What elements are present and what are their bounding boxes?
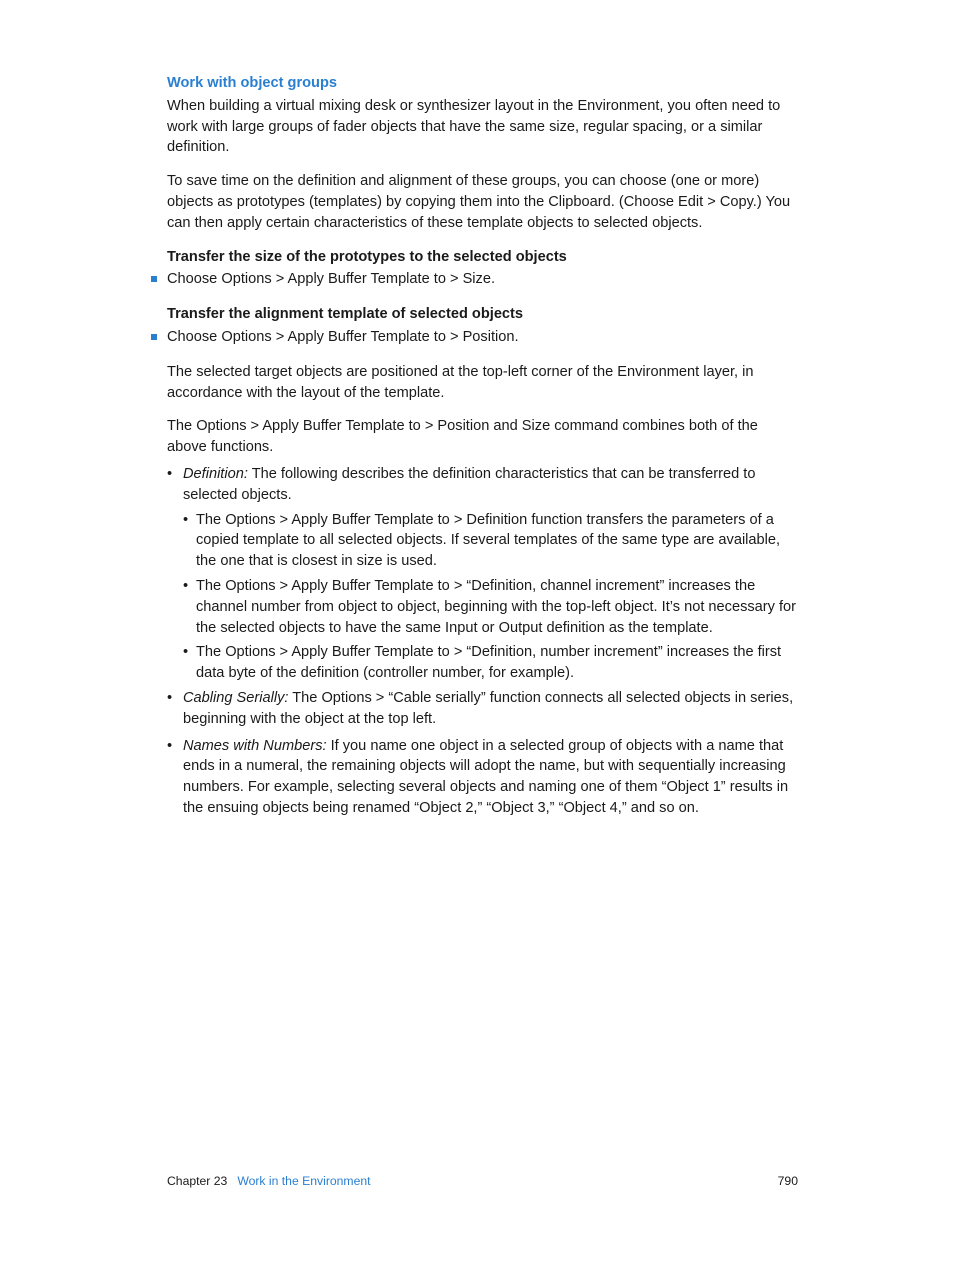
paragraph-4: The Options > Apply Buffer Template to > Position and Size command combines both of the above functions. — [167, 418, 758, 456]
step-square-icon — [151, 276, 157, 282]
bullet-cabling-text: The Options > “Cable serially” function connects all selected objects in series, beginning with the object at the top left. — [183, 689, 794, 727]
task-1-title: Transfer the size of the prototypes to the selected objects — [167, 248, 567, 265]
task-1-step-text: Choose Options > Apply Buffer Template to > Size. — [167, 271, 496, 288]
task-2-step — [167, 327, 801, 348]
bullet-cabling — [167, 688, 801, 730]
bullet-dot-icon: • — [167, 737, 173, 754]
bullet-dot-icon: • — [167, 689, 173, 706]
bullet-cabling-term: Cabling Serially: — [183, 689, 289, 706]
sub-bullet-3 — [167, 642, 801, 684]
bullet-dot-icon: • — [183, 644, 189, 661]
bullet-names-text: If you name one object in a selected group of objects with a name that ends in a numeral, the remaining objects will adopt the name, but with sequentially increasing numbers. For example, selecting several objects and naming one of them “Object 1” results in the ensuing objects being renamed “Object 2,” “Object 3,” “Object 4,” and so on. — [183, 737, 789, 816]
sub-bullet-2-text: The Options > Apply Buffer Template to > “Definition, channel increment” increases the channel number from object to object, beginning with the top-left object. It’s not necessary for the selected objects to have the same Input or Output definition as the template. — [196, 577, 797, 636]
footer-chapter-link[interactable]: Work in the Environment — [237, 1174, 371, 1188]
intro-paragraph-1: When building a virtual mixing desk or synthesizer layout in the Environment, you often need to work with large groups of fader objects that have the same size, regular spacing, or a similar definition. — [167, 97, 781, 156]
page-content — [167, 73, 801, 823]
page-footer — [167, 1173, 798, 1189]
task-2-step-text: Choose Options > Apply Buffer Template to > Position. — [167, 328, 519, 345]
sub-bullet-1 — [167, 510, 801, 572]
task-1-step — [167, 269, 801, 290]
section-title: Work with object groups — [167, 75, 337, 91]
intro-paragraph-2: To save time on the definition and alignment of these groups, you can choose (one or more) objects as prototypes (templates) by copying them into the Clipboard. (Choose Edit > Copy.) You can then apply certain characteristics of these template objects to selected objects. — [167, 173, 791, 231]
bullet-definition-term: Definition: — [183, 465, 248, 482]
task-2-title: Transfer the alignment template of selected objects — [167, 306, 524, 323]
bullet-definition — [167, 464, 801, 506]
footer-page-number: 790 — [777, 1174, 798, 1188]
sub-bullet-1-text: The Options > Apply Buffer Template to > Definition function transfers the parameters of a copied template to all selected objects. If several templates of the same type are available, the one that is closest in size is used. — [196, 511, 781, 570]
footer-chapter: Chapter 23 — [167, 1174, 228, 1188]
bullet-dot-icon: • — [167, 465, 173, 482]
bullet-names-term: Names with Numbers: — [183, 737, 327, 754]
paragraph-3: The selected target objects are positioned at the top-left corner of the Environment layer, in accordance with the layout of the template. — [167, 363, 754, 401]
sub-bullet-3-text: The Options > Apply Buffer Template to > “Definition, number increment” increases the first data byte of the definition (controller number, for example). — [196, 644, 782, 682]
sub-bullet-2 — [167, 576, 801, 638]
step-square-icon — [151, 334, 157, 340]
bullet-dot-icon: • — [183, 511, 189, 528]
bullet-names — [167, 736, 801, 819]
bullet-definition-text: The following describes the definition characteristics that can be transferred to selected objects. — [183, 465, 756, 503]
bullet-dot-icon: • — [183, 577, 189, 594]
